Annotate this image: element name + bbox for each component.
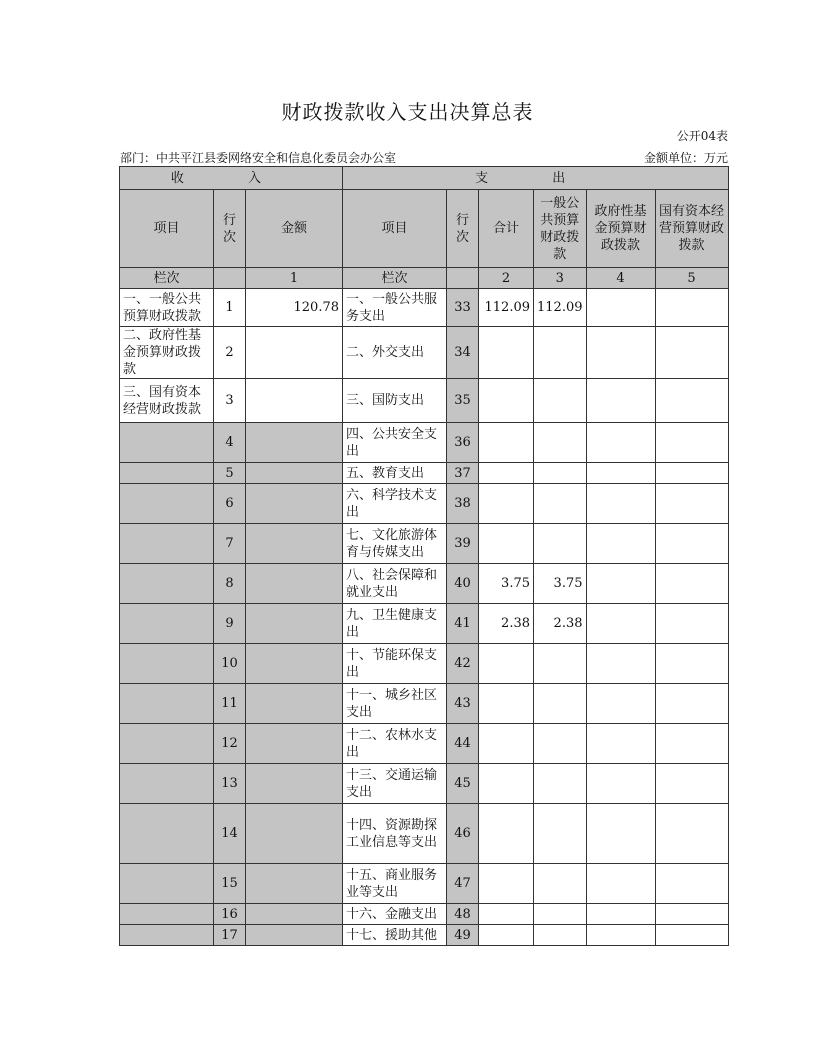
expense-header: 支 出 — [343, 167, 729, 190]
total-cell — [479, 684, 534, 724]
income-line-cell: 1 — [214, 289, 246, 327]
column-index-4: 4 — [586, 268, 655, 289]
gov-fund-cell — [586, 925, 655, 946]
gov-fund-cell — [586, 423, 655, 463]
income-item-cell — [120, 904, 214, 925]
income-item-cell — [120, 724, 214, 764]
general-budget-cell — [534, 379, 587, 423]
expense-item-cell: 一、一般公共服务支出 — [343, 289, 447, 327]
state-capital-cell — [655, 327, 728, 379]
state-capital-cell — [655, 463, 728, 484]
state-capital-cell — [655, 925, 728, 946]
department-label: 部门：中共平江县委网络安全和信息化委员会办公室 — [120, 151, 397, 165]
total-cell — [479, 327, 534, 379]
expense-line-cell: 44 — [447, 724, 479, 764]
general-budget-cell — [534, 724, 587, 764]
table-row — [120, 804, 729, 864]
expense-item-cell: 五、教育支出 — [343, 463, 447, 484]
total-cell — [479, 804, 534, 864]
col-header-state-capital: 国有资本经营预算财政拨款 — [655, 190, 728, 268]
income-amount-cell — [246, 904, 343, 925]
table-row — [120, 864, 729, 904]
income-line-cell: 6 — [214, 484, 246, 524]
income-line-cell: 2 — [214, 327, 246, 379]
expense-line-cell: 43 — [447, 684, 479, 724]
income-header: 收 入 — [120, 167, 343, 190]
expense-item-cell: 十三、交通运输支出 — [343, 764, 447, 804]
income-amount-cell — [246, 925, 343, 946]
income-line-cell: 15 — [214, 864, 246, 904]
income-item-cell — [120, 804, 214, 864]
gov-fund-cell — [586, 724, 655, 764]
col-header-expense-line: 行次 — [447, 190, 479, 268]
general-budget-cell — [534, 423, 587, 463]
table-row — [120, 764, 729, 804]
expense-line-cell: 46 — [447, 804, 479, 864]
total-cell: 3.75 — [479, 564, 534, 604]
general-budget-cell: 2.38 — [534, 604, 587, 644]
expense-line-cell: 39 — [447, 524, 479, 564]
table-row — [120, 925, 729, 946]
total-cell — [479, 764, 534, 804]
general-budget-cell — [534, 804, 587, 864]
table-row — [120, 604, 729, 644]
page-title: 财政拨款收入支出决算总表 — [281, 100, 534, 124]
table-row — [120, 379, 729, 423]
income-amount-cell — [246, 764, 343, 804]
general-budget-cell — [534, 484, 587, 524]
header-row-group — [120, 167, 729, 190]
state-capital-cell — [655, 289, 728, 327]
table-row — [120, 904, 729, 925]
income-item-cell — [120, 864, 214, 904]
column-index-blank — [214, 268, 246, 289]
income-line-cell: 12 — [214, 724, 246, 764]
column-index-2: 2 — [479, 268, 534, 289]
general-budget-cell — [534, 764, 587, 804]
income-item-cell: 二、政府性基金预算财政拨款 — [120, 327, 214, 379]
state-capital-cell — [655, 724, 728, 764]
col-header-total: 合计 — [479, 190, 534, 268]
income-amount-cell — [246, 724, 343, 764]
state-capital-cell — [655, 604, 728, 644]
gov-fund-cell — [586, 564, 655, 604]
gov-fund-cell — [586, 864, 655, 904]
expense-item-cell: 六、科学技术支出 — [343, 484, 447, 524]
table-row — [120, 724, 729, 764]
total-cell: 2.38 — [479, 604, 534, 644]
expense-line-cell: 47 — [447, 864, 479, 904]
income-line-cell: 9 — [214, 604, 246, 644]
expense-line-cell: 40 — [447, 564, 479, 604]
total-cell — [479, 904, 534, 925]
expense-item-cell: 三、国防支出 — [343, 379, 447, 423]
total-cell — [479, 379, 534, 423]
expense-item-cell: 十六、金融支出 — [343, 904, 447, 925]
income-line-cell: 17 — [214, 925, 246, 946]
total-cell — [479, 724, 534, 764]
expense-line-cell: 33 — [447, 289, 479, 327]
income-line-cell: 13 — [214, 764, 246, 804]
income-item-cell — [120, 764, 214, 804]
income-amount-cell — [246, 864, 343, 904]
expense-item-cell: 七、文化旅游体育与传媒支出 — [343, 524, 447, 564]
state-capital-cell — [655, 484, 728, 524]
gov-fund-cell — [586, 604, 655, 644]
income-line-cell: 11 — [214, 684, 246, 724]
column-index-row — [120, 268, 729, 289]
gov-fund-cell — [586, 524, 655, 564]
table-row — [120, 289, 729, 327]
general-budget-cell: 3.75 — [534, 564, 587, 604]
expense-item-cell: 九、卫生健康支出 — [343, 604, 447, 644]
expense-line-cell: 41 — [447, 604, 479, 644]
total-cell — [479, 484, 534, 524]
general-budget-cell — [534, 524, 587, 564]
expense-line-cell: 34 — [447, 327, 479, 379]
income-amount-cell — [246, 463, 343, 484]
total-cell — [479, 463, 534, 484]
income-item-cell — [120, 925, 214, 946]
table-row — [120, 484, 729, 524]
state-capital-cell — [655, 423, 728, 463]
gov-fund-cell — [586, 904, 655, 925]
income-item-cell — [120, 484, 214, 524]
income-item-cell — [120, 604, 214, 644]
general-budget-cell — [534, 644, 587, 684]
state-capital-cell — [655, 864, 728, 904]
col-header-income-line: 行次 — [214, 190, 246, 268]
table-row — [120, 564, 729, 604]
state-capital-cell — [655, 684, 728, 724]
general-budget-cell — [534, 904, 587, 925]
income-amount-cell — [246, 524, 343, 564]
expense-line-cell: 38 — [447, 484, 479, 524]
general-budget-cell — [534, 327, 587, 379]
unit-label: 金额单位：万元 — [643, 151, 728, 165]
income-item-cell — [120, 684, 214, 724]
income-amount-cell — [246, 484, 343, 524]
income-line-cell: 8 — [214, 564, 246, 604]
gov-fund-cell — [586, 644, 655, 684]
table-row — [120, 463, 729, 484]
col-header-income-item: 项目 — [120, 190, 214, 268]
table-row — [120, 524, 729, 564]
expense-item-cell: 十五、商业服务业等支出 — [343, 864, 447, 904]
income-line-cell: 10 — [214, 644, 246, 684]
expense-item-cell: 十二、农林水支出 — [343, 724, 447, 764]
column-index-3: 3 — [534, 268, 587, 289]
expense-line-cell: 49 — [447, 925, 479, 946]
table-row — [120, 684, 729, 724]
header-row-columns — [120, 190, 729, 268]
income-item-cell — [120, 423, 214, 463]
income-amount-cell — [246, 327, 343, 379]
general-budget-cell — [534, 864, 587, 904]
state-capital-cell — [655, 764, 728, 804]
col-header-amount: 金额 — [246, 190, 343, 268]
table-row — [120, 423, 729, 463]
gov-fund-cell — [586, 327, 655, 379]
state-capital-cell — [655, 564, 728, 604]
income-line-cell: 16 — [214, 904, 246, 925]
income-amount-cell — [246, 564, 343, 604]
gov-fund-cell — [586, 484, 655, 524]
income-amount-cell — [246, 804, 343, 864]
general-budget-cell — [534, 463, 587, 484]
income-item-cell — [120, 564, 214, 604]
gov-fund-cell — [586, 289, 655, 327]
general-budget-cell: 112.09 — [534, 289, 587, 327]
total-cell — [479, 864, 534, 904]
income-line-cell: 7 — [214, 524, 246, 564]
table-row — [120, 327, 729, 379]
income-item-cell: 三、国有资本经营财政拨款 — [120, 379, 214, 423]
expense-column-label: 栏次 — [343, 268, 447, 289]
expense-item-cell: 十七、援助其他 — [343, 925, 447, 946]
col-header-gov-fund: 政府性基金预算财政拨款 — [586, 190, 655, 268]
expense-item-cell: 十、节能环保支出 — [343, 644, 447, 684]
column-index-1: 1 — [246, 268, 343, 289]
expense-line-cell: 42 — [447, 644, 479, 684]
income-amount-cell — [246, 644, 343, 684]
gov-fund-cell — [586, 379, 655, 423]
income-line-cell: 3 — [214, 379, 246, 423]
income-amount-cell — [246, 423, 343, 463]
general-budget-cell — [534, 925, 587, 946]
income-amount-cell — [246, 379, 343, 423]
expense-item-cell: 十一、城乡社区支出 — [343, 684, 447, 724]
total-cell — [479, 925, 534, 946]
income-line-cell: 14 — [214, 804, 246, 864]
expense-line-cell: 35 — [447, 379, 479, 423]
state-capital-cell — [655, 904, 728, 925]
income-amount-cell: 120.78 — [246, 289, 343, 327]
col-header-general-budget: 一般公共预算财政拨款 — [534, 190, 587, 268]
col-header-expense-item: 项目 — [343, 190, 447, 268]
gov-fund-cell — [586, 764, 655, 804]
expense-line-cell: 37 — [447, 463, 479, 484]
income-item-cell — [120, 463, 214, 484]
column-index-5: 5 — [655, 268, 728, 289]
income-item-cell: 一、一般公共预算财政拨款 — [120, 289, 214, 327]
expense-line-cell: 36 — [447, 423, 479, 463]
income-line-cell: 4 — [214, 423, 246, 463]
column-index-blank-2 — [447, 268, 479, 289]
gov-fund-cell — [586, 804, 655, 864]
expense-item-cell: 二、外交支出 — [343, 327, 447, 379]
general-budget-cell — [534, 684, 587, 724]
form-code: 公开04表 — [676, 129, 728, 143]
total-cell — [479, 423, 534, 463]
total-cell: 112.09 — [479, 289, 534, 327]
gov-fund-cell — [586, 463, 655, 484]
expense-item-cell: 八、社会保障和就业支出 — [343, 564, 447, 604]
expense-item-cell: 十四、资源勘探工业信息等支出 — [343, 804, 447, 864]
expense-line-cell: 48 — [447, 904, 479, 925]
income-amount-cell — [246, 604, 343, 644]
income-item-cell — [120, 524, 214, 564]
budget-table — [119, 166, 729, 946]
column-label: 栏次 — [120, 268, 214, 289]
state-capital-cell — [655, 379, 728, 423]
expense-item-cell: 四、公共安全支出 — [343, 423, 447, 463]
expense-line-cell: 45 — [447, 764, 479, 804]
state-capital-cell — [655, 524, 728, 564]
state-capital-cell — [655, 644, 728, 684]
table-row — [120, 644, 729, 684]
state-capital-cell — [655, 804, 728, 864]
total-cell — [479, 524, 534, 564]
income-item-cell — [120, 644, 214, 684]
income-line-cell: 5 — [214, 463, 246, 484]
total-cell — [479, 644, 534, 684]
gov-fund-cell — [586, 684, 655, 724]
income-amount-cell — [246, 684, 343, 724]
